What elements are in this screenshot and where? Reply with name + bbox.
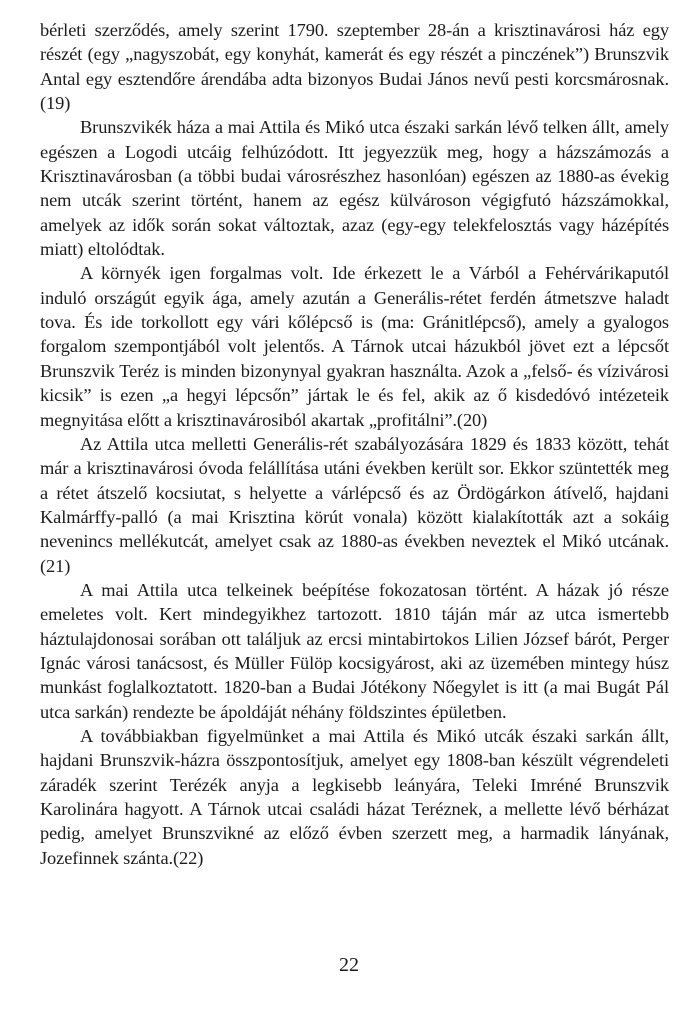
body-text (40, 18, 669, 870)
paragraph-generalis-ret: Az Attila utca melletti Generális-rét szabályozására 1829 és 1833 között, tehát már a krisztinavárosi óvoda felállítása utáni években került sor. Ekkor szüntették meg a rétet átszelő kocsiutat, s helyette a várlépcső és az Ördögárkon átívelő, hajdani Kalmárffy-palló (a mai Krisztina körút vonala) között kialakították azt a sokáig nevenincs mellékutcát, amelyet csak az 1880-as években neveztek el Mikó utcának.(21) (40, 433, 669, 576)
paragraph-attila-street-plots: A mai Attila utca telkeinek beépítése fokozatosan történt. A házak jó része emeletes volt. Kert mindegyikhez tartozott. 1810 táján már az utca ismertebb háztulajdonosai sorában ott találjuk az ercsi mintabirtokos Lilien József bárót, Perger Ignác városi tanácsost, és Müller Fülöp kocsigyárost, aki az üzemében mintegy húsz munkást foglalkoztatott. 1820-ban a Budai Jótékony Nőegylet is itt (a mai Bugát Pál utca sarkán) rendezte be ápoldáját néhány földszintes épületben. (40, 579, 669, 722)
paragraph-brunszvik-inheritance: A továbbiakban figyelmünket a mai Attila és Mikó utcák északi sarkán állt, hajdani Brunszvik-házra összpontosítjuk, amelyet egy 1808-ban készült végrendeleti záradék szerint Terézék anyja a legkisebb leányára, Teleki Imréné Brunszvik Karolinára hagyott. A Tárnok utcai családi házat Teréznek, a mellette lévő bérházat pedig, amelyet Brunszvikné az előző évben szerzett meg, a harmadik lányának, Jozefinnek szánta.(22) (40, 725, 669, 868)
page-number: 22 (339, 954, 359, 976)
paragraph-busy-neighbourhood: A környék igen forgalmas volt. Ide érkezett le a Várból a Fehérvárikaputól induló országút egyik ága, amely azután a Generális-rétet ferdén átmetszve haladt tova. És ide torkollott egy vári kőlépcső is (ma: Gránitlépcső), amely a gyalogos forgalom szempontjából volt jelentős. A Tárnok utcai házukból jövet ezt a lépcsőt Brunszvik Teréz is minden bizonynyal gyakran használta. Azok a „felső- és vízivárosi kicsik” is ezen „a hegyi lépcsőn” jártak le és fel, akik az ő kisdedóvó intézeteik megnyitása előtt a krisztinavárosiból akartak „profitálni”.(20) (40, 263, 669, 430)
paragraph-lease-contract: bérleti szerződés, amely szerint 1790. szeptember 28-án a krisztinavárosi ház egy részét (egy „nagyszobát, egy konyhát, kamerát és egy részét a pinczének”) Brunszvik Antal egy esztendőre árendába adta bizonyos Budai János nevű pesti korcsmárosnak.(19) (40, 20, 669, 114)
paragraph-brunszvik-house: Brunszvikék háza a mai Attila és Mikó utca északi sarkán lévő telken állt, amely egészen a Logodi utcáig felhúzódott. Itt jegyezzük meg, hogy a házszámozás a Krisztinavárosban (a többi budai városrészhez hasonlóan) egészen az 1880-as évekig nem utcák szerint történt, hanem az egész külvároson végigfutó házszámokkal, amelyek az idők során sokat változtak, azaz (egy-egy telekfelosztás vagy házépítés miatt) eltolódtak. (40, 117, 669, 260)
